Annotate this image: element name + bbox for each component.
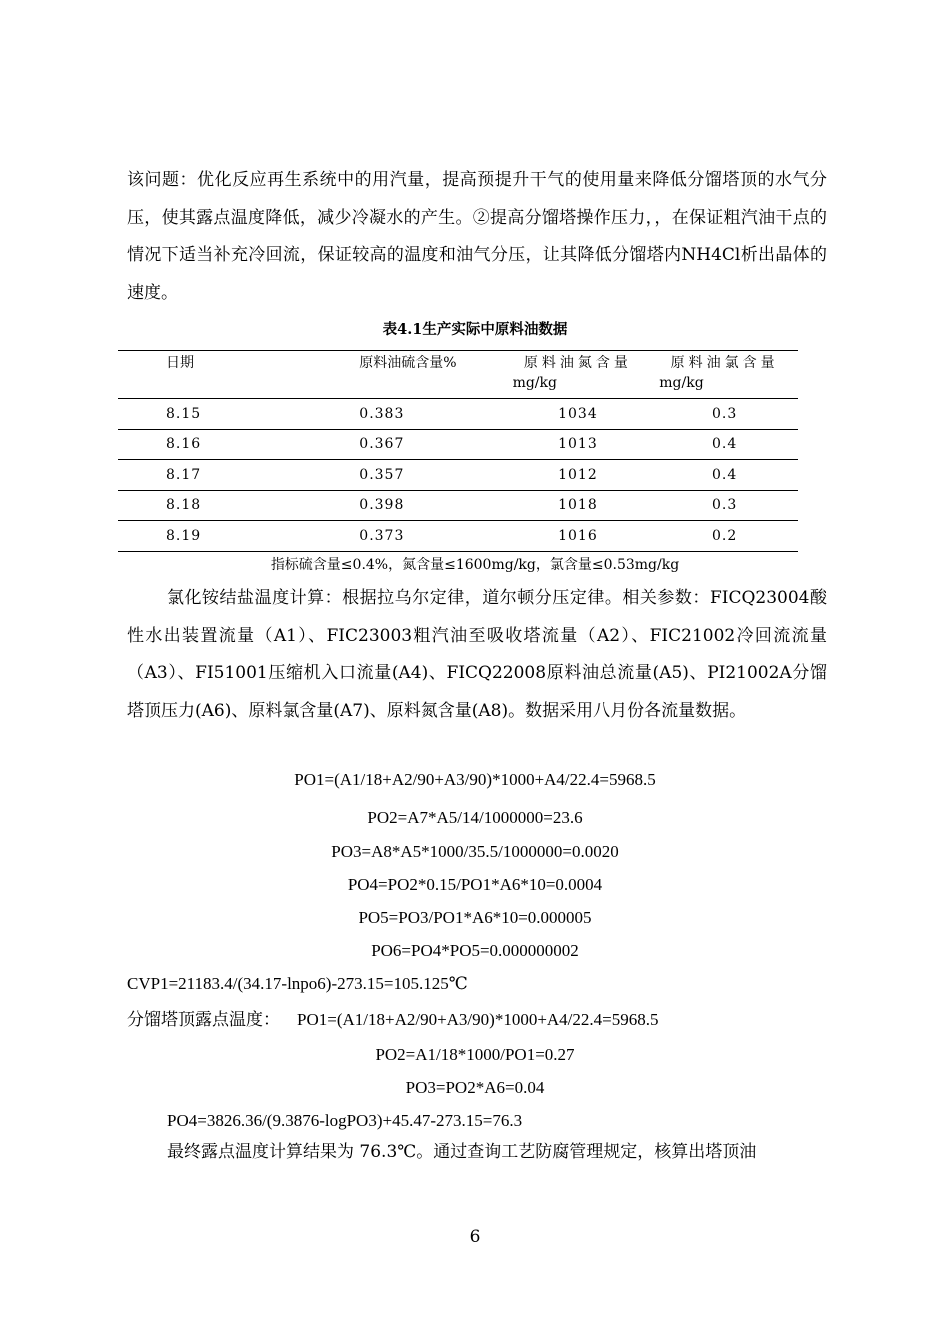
cell-date: 8.19 bbox=[166, 527, 202, 544]
formula-cvp1: CVP1=21183.4/(34.17-lnpo6)-273.15=105.125℃ bbox=[127, 974, 468, 993]
header-sulfur: 原料油硫含量% bbox=[359, 355, 457, 371]
cell-nitrogen: 1016 bbox=[558, 527, 598, 544]
formula-po4: PO4=PO2*0.15/PO1*A6*10=0.0004 bbox=[347, 875, 603, 894]
formula-dew-po2: PO2=A1/18*1000/PO1=0.27 bbox=[375, 1045, 575, 1064]
paragraph-conclusion: 最终露点温度计算结果为 76.3℃。通过查询工艺防腐管理规定，核算出塔顶油 bbox=[167, 1142, 757, 1162]
table-row bbox=[118, 521, 798, 552]
table-note: 指标硫含量≤0.4%，氮含量≤1600mg/kg，氯含量≤0.53mg/kg bbox=[270, 557, 680, 573]
feedstock-data-table bbox=[118, 350, 798, 552]
cell-sulfur: 0.373 bbox=[359, 527, 405, 544]
cell-nitrogen: 1012 bbox=[558, 466, 598, 483]
cell-nitrogen: 1018 bbox=[558, 497, 598, 514]
page-number: 6 bbox=[469, 1227, 481, 1247]
header-chlorine-label: 原料油氯含量 bbox=[670, 355, 779, 371]
table-row bbox=[118, 460, 798, 491]
table-row bbox=[118, 399, 798, 430]
dew-point-label: 分馏塔顶露点温度： bbox=[127, 1010, 280, 1030]
header-nitrogen bbox=[505, 351, 652, 399]
table-row bbox=[118, 429, 798, 460]
formula-po5: PO5=PO3/PO1*A6*10=0.000005 bbox=[358, 908, 592, 927]
cell-sulfur: 0.367 bbox=[359, 436, 405, 453]
header-chlorine-unit: mg/kg bbox=[659, 375, 704, 391]
cell-chlorine: 0.4 bbox=[712, 436, 738, 453]
cell-chlorine: 0.2 bbox=[712, 527, 738, 544]
table-caption: 表4.1生产实际中原料油数据 bbox=[382, 321, 568, 338]
cell-sulfur: 0.398 bbox=[359, 497, 405, 514]
cell-sulfur: 0.383 bbox=[359, 405, 405, 422]
cell-date: 8.18 bbox=[166, 497, 202, 514]
formula-dew-po3: PO3=PO2*A6=0.04 bbox=[405, 1078, 545, 1097]
formula-po6: PO6=PO4*PO5=0.000000002 bbox=[371, 941, 579, 960]
cell-chlorine: 0.3 bbox=[712, 405, 738, 422]
header-date: 日期 bbox=[166, 355, 194, 371]
header-chlorine bbox=[651, 351, 798, 399]
cell-date: 8.16 bbox=[166, 436, 202, 453]
cell-nitrogen: 1013 bbox=[558, 436, 598, 453]
cell-date: 8.15 bbox=[166, 405, 202, 422]
formula-po3: PO3=A8*A5*1000/35.5/1000000=0.0020 bbox=[331, 842, 619, 861]
cell-date: 8.17 bbox=[166, 466, 202, 483]
cell-chlorine: 0.4 bbox=[712, 466, 738, 483]
paragraph-intro: 该问题：优化反应再生系统中的用汽量，提高预提升干气的使用量来降低分馏塔顶的水气分压，使其露点温度降低，减少冷凝水的产生。②提高分馏塔操作压力，，在保证粗汽油干点的情况下适当补充冷回流，保证较高的温度和油气分压，让其降低分馏塔内NH4Cl析出晶体的速度。 bbox=[127, 170, 827, 303]
formula-po2: PO2=A7*A5/14/1000000=23.6 bbox=[367, 808, 583, 827]
paragraph-ammonium-chloride: 氯化铵结盐温度计算：根据拉乌尔定律，道尔顿分压定律。相关参数：FICQ23004酸性水出装置流量（A1）、FIC23003粗汽油至吸收塔流量（A2）、FIC21002冷回流流量（A3）、FI51001压缩机入口流量(A4)、FICQ22008原料油总流量(A5)、PI21002A分馏塔顶压力(A6)、原料氯含量(A7)、原料氮含量(A8)。数据采用八月份各流量数据。 bbox=[127, 588, 827, 721]
table-row bbox=[118, 490, 798, 521]
cell-chlorine: 0.3 bbox=[712, 497, 738, 514]
cell-sulfur: 0.357 bbox=[359, 466, 405, 483]
formula-dew-po1: PO1=(A1/18+A2/90+A3/90)*1000+A4/22.4=5968.5 bbox=[297, 1010, 659, 1029]
header-nitrogen-unit: mg/kg bbox=[512, 375, 557, 391]
formula-po1: PO1=(A1/18+A2/90+A3/90)*1000+A4/22.4=5968.5 bbox=[294, 770, 656, 789]
header-nitrogen-label: 原料油氮含量 bbox=[523, 355, 632, 371]
cell-nitrogen: 1034 bbox=[558, 405, 598, 422]
formula-dew-po4: PO4=3826.36/(9.3876-logPO3)+45.47-273.15=76.3 bbox=[167, 1111, 523, 1130]
table-header-row bbox=[118, 351, 798, 399]
